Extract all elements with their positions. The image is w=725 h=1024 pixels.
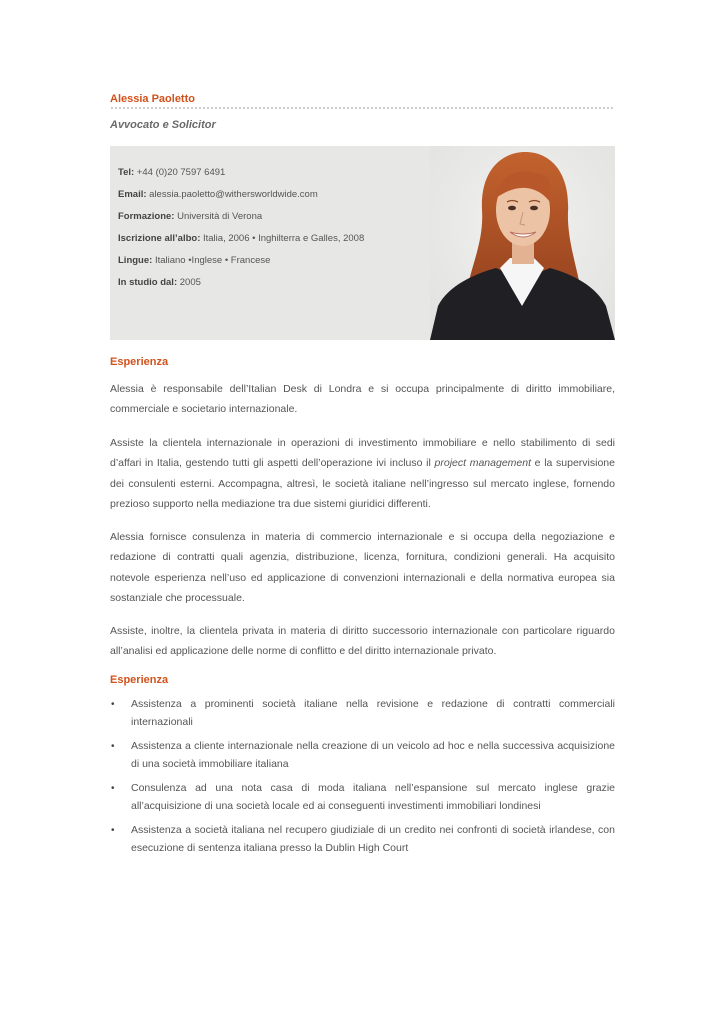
info-label: Iscrizione all’albo: [118,233,201,244]
list-item [110,738,615,773]
info-row-languages [118,254,364,276]
list-item-text: Consulenza ad una nota casa di moda italiana nell’espansione sul mercato inglese grazie all’acquisizione di una società locale ed ai conseguenti investimenti immobiliari londinesi [131,782,615,812]
bullet-icon: • [111,699,115,710]
info-row-tel [118,166,364,188]
info-value: Italia, 2006 • Inghilterra e Galles, 2008 [200,233,365,244]
paragraph-3: Alessia fornisce consulenza in materia di commercio internazionale e si occupa della negoziazione e redazione di contratti quali agenzia, distribuzione, licenza, fornitura, condizioni generali. Ha acquisito notevole esperienza nell’uso ed applicazione di convenzioni internazionali e della normativa europea sia sostanziale che processuale. [110,531,615,604]
info-row-email [118,188,364,210]
dotted-divider [110,106,613,110]
info-label: In studio dal: [118,277,178,288]
info-label: Formazione: [118,211,175,222]
paragraph-2-italic: project management [434,457,531,470]
list-item [110,822,615,857]
profile-details [118,166,364,298]
person-name: Alessia Paoletto [110,93,195,105]
info-label: Email: [118,189,147,200]
info-value: Università di Verona [174,211,263,222]
info-row-education [118,210,364,232]
list-item-text: Assistenza a cliente internazionale nella creazione di un veicolo ad hoc e nella successiva acquisizione di una società immobiliare italiana [131,740,615,770]
paragraph-2 [110,433,615,514]
section-title-experience-2: Esperienza [110,674,169,686]
bullet-icon: • [111,825,115,836]
paragraph-1: Alessia è responsabile dell’Italian Desk di Londra e si occupa principalmente di diritto immobiliare, commerciale e societario internazionale. [110,383,615,416]
paragraph-2-part-2: e la supervisione dei consulenti esterni. Accompagna, altresì, le società italiane nell’ingresso sul mercato inglese, fornendo prezioso supporto nella mediazione tra due sistemi giuridici differenti. [110,457,615,510]
section-title-experience: Esperienza [110,356,169,368]
bullet-icon: • [111,741,115,752]
paragraph-2-part-1: Assiste la clientela internazionale in operazioni di investimento immobiliare e nello stabilimento di sedi d’affari in Italia, gestendo tutti gli aspetti dell’operazione ivi incluso il [110,437,615,470]
info-label: Lingue: [118,255,153,266]
paragraph-4: Assiste, inoltre, la clientela privata in materia di diritto successorio internazionale con particolare riguardo all’analisi ed applicazione delle norme di conflitto e del diritto internazionale privato. [110,625,615,658]
list-item-text: Assistenza a società italiana nel recupero giudiziale di un credito nei confronti di società irlandese, con esecuzione di sentenza italiana presso la Dublin High Court [131,824,615,854]
list-item [110,696,615,731]
bullet-icon: • [111,783,115,794]
info-value: Italiano •Inglese • Francese [152,255,271,266]
person-role: Avvocato e Solicitor [110,119,216,131]
portrait-photo [430,146,615,340]
info-value: 2005 [177,277,201,288]
profile-info-box [110,146,615,340]
list-item-text: Assistenza a prominenti società italiane nella revisione e redazione di contratti commerciali internazionali [131,698,615,728]
list-item [110,780,615,815]
info-label: Tel: [118,167,135,178]
info-value: alessia.paoletto@withersworldwide.com [146,189,318,200]
info-row-bar-admission [118,232,364,254]
experience-bullet-list [110,696,615,864]
info-value: +44 (0)20 7597 6491 [134,167,226,178]
info-row-joined [118,276,364,298]
